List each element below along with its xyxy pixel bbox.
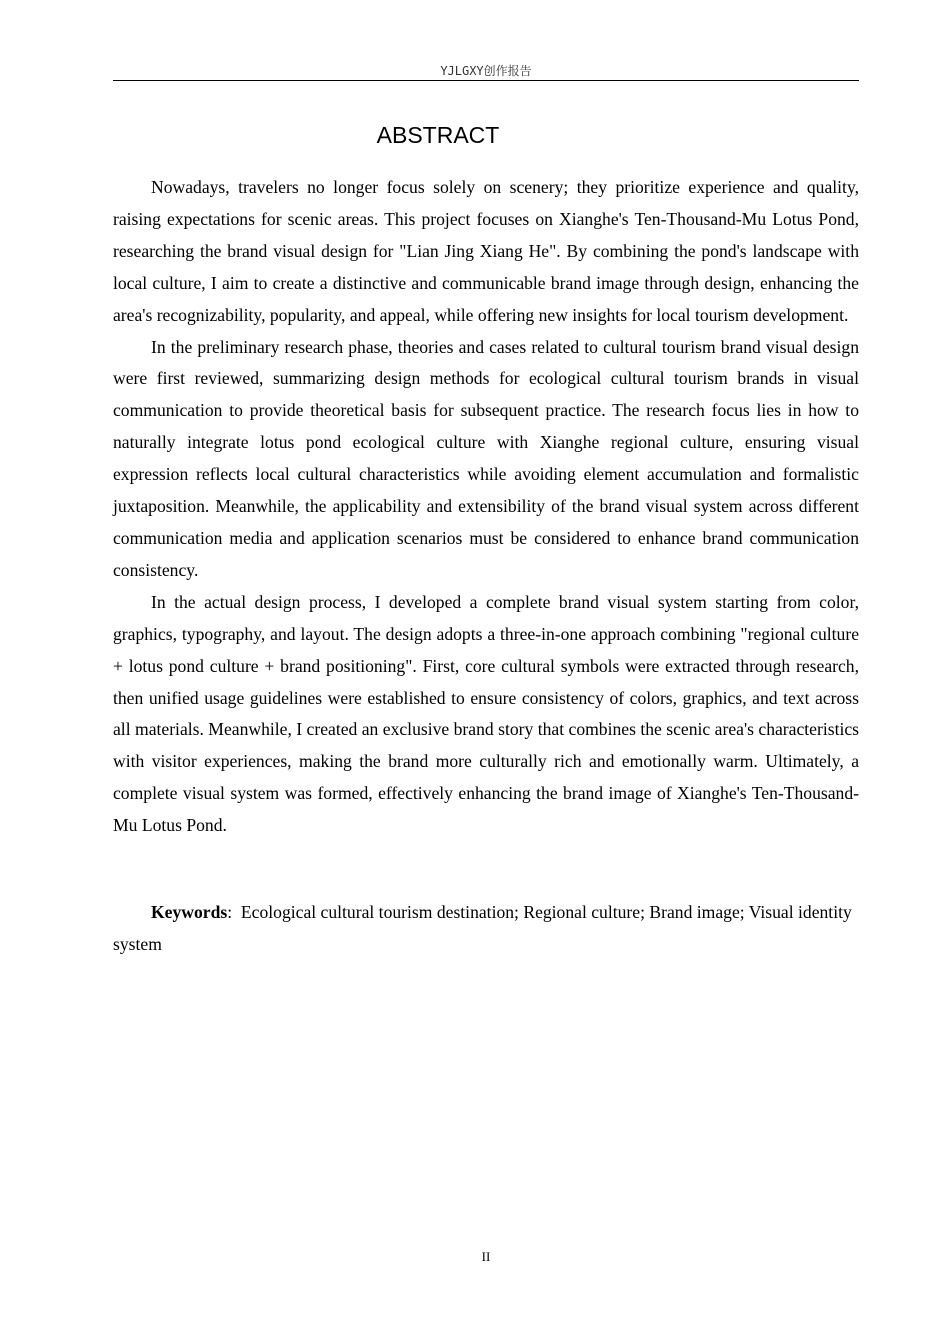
abstract-paragraph: In the preliminary research phase, theories and cases related to cultural tourism brand visual design were first reviewed, summarizing design methods for ecological cultural tourism brands in visual communication to provide theoretical basis for subsequent practice. The research focus lies in how to naturally integrate lotus pond ecological culture with Xianghe regional culture, ensuring visual expression reflects local cultural characteristics while avoiding element accumulation and formalistic juxtaposition. Meanwhile, the applicability and extensibility of the brand visual system across different communication media and application scenarios must be considered to enhance brand communication consistency. — [113, 336, 859, 580]
abstract-body — [113, 172, 859, 842]
page-number: II — [481, 1249, 491, 1264]
abstract-paragraph: Nowadays, travelers no longer focus solely on scenery; they prioritize experience and quality, raising expectations for scenic areas. This project focuses on Xianghe's Ten-Thousand-Mu Lotus Pond, researching the brand visual design for "Lian Jing Xiang He". By combining the pond's landscape with local culture, I aim to create a distinctive and communicable brand image through design, enhancing the area's recognizability, popularity, and appeal, while offering new insights for local tourism development. — [113, 177, 859, 325]
keywords-text: Ecological cultural tourism destination; Regional culture; Brand image; Visual identity system — [113, 902, 852, 954]
abstract-paragraph: In the actual design process, I developed a complete brand visual system starting from color, graphics, typography, and layout. The design adopts a three-in-one approach combining "regional culture + lotus pond culture + brand positioning". First, core cultural symbols were extracted through research, then unified usage guidelines were established to ensure consistency of colors, graphics, and text across all materials. Meanwhile, I created an exclusive brand story that combines the scenic area's characteristics with visitor experiences, making the brand more culturally rich and emotionally warm. Ultimately, a complete visual system was formed, effectively enhancing the brand image of Xianghe's Ten-Thousand-Mu Lotus Pond. — [113, 591, 859, 836]
keywords-label: Keywords — [151, 902, 228, 922]
abstract-title: ABSTRACT — [376, 122, 500, 148]
keywords-separator: : — [227, 902, 241, 922]
header-rule — [113, 80, 859, 81]
running-header: YJLGXY创作报告 — [440, 64, 532, 78]
keywords — [113, 896, 859, 960]
